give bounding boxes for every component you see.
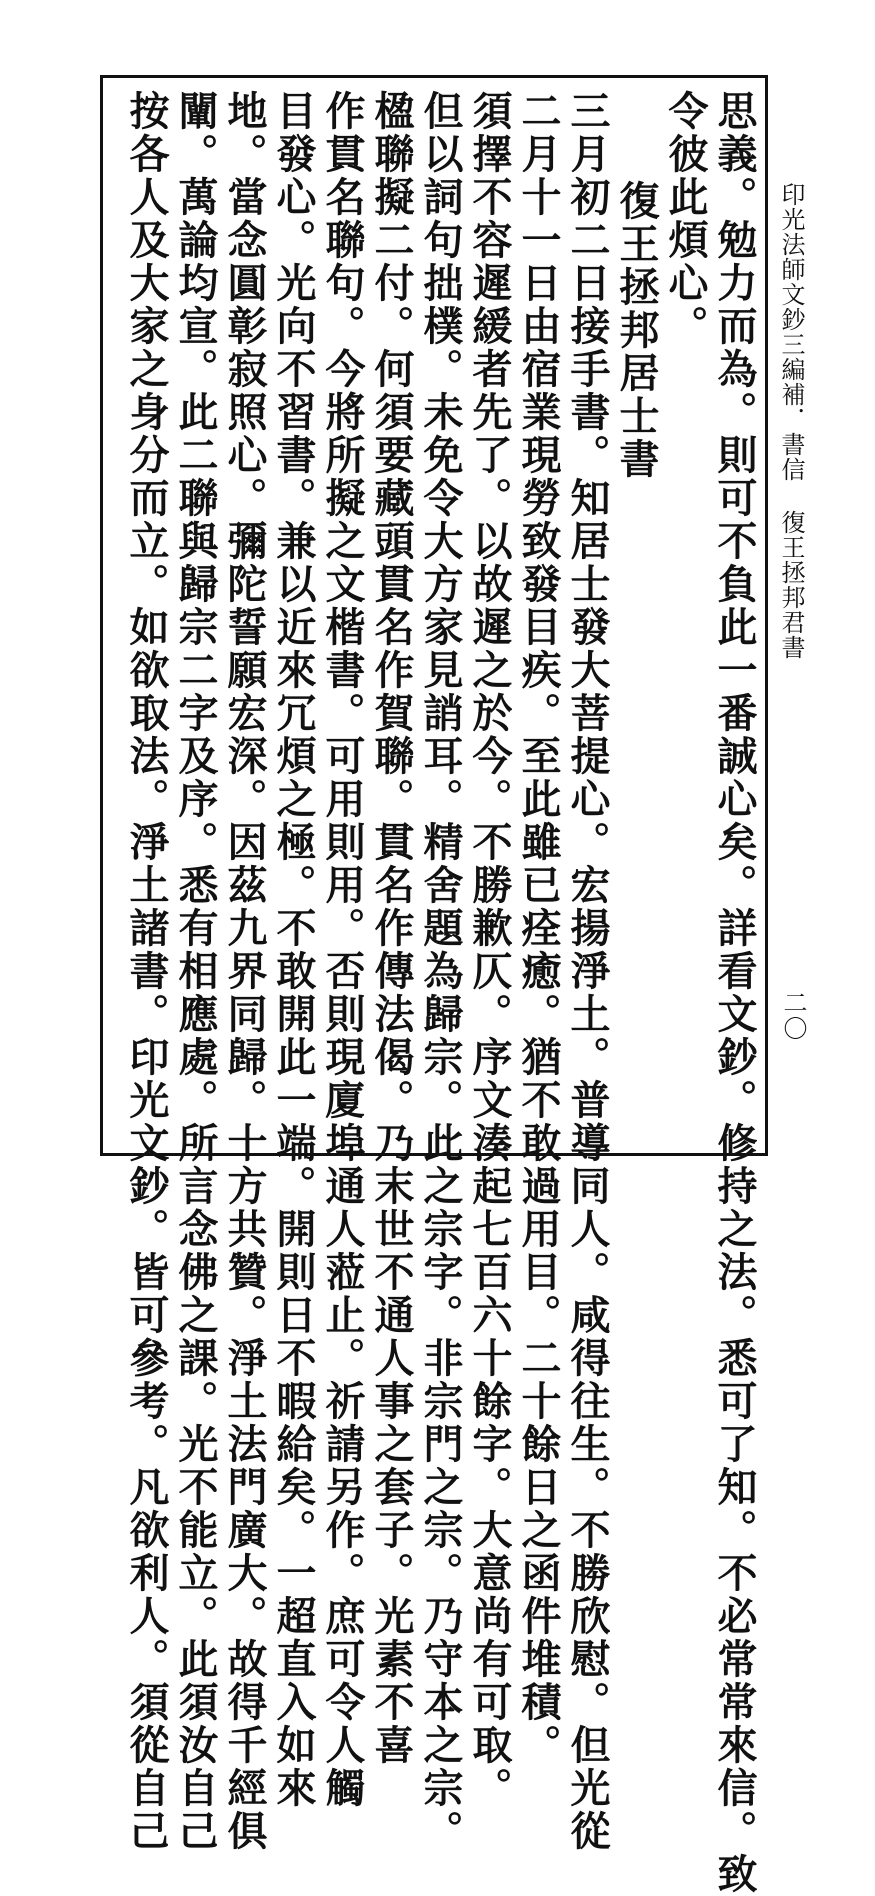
text-column-7: 但以詞句拙樸。未免令大方家見誚耳。精舍題為歸宗。此之宗字。非宗門之宗。乃守本之宗。 — [417, 90, 464, 1853]
text-column-10: 目發心。光向不習書。兼以近來冗煩之極。不敢開此一端。開則日不暇給矣。一超直入如來 — [270, 90, 317, 1810]
running-header — [774, 182, 808, 660]
text-column-13: 按各人及大家之身分而立。如欲取法。淨土諸書。印光文鈔。皆可參考。凡欲利人。須從自己 — [123, 90, 170, 1853]
text-column-8: 楹聯擬二付。何須要藏頭貫名作賀聯。貫名作傳法偈。乃末世不通人事之套子。光素不喜 — [368, 90, 415, 1767]
text-column-6: 須擇不容遲緩者先了。以故遲之於今。不勝歉仄。序文湊起七百六十餘字。大意尚有可取。 — [466, 90, 513, 1810]
text-column-11: 地。當念圓彰寂照心。彌陀誓願宏深。因茲九界同歸。十方共贊。淨土法門廣大。故得千經俱 — [221, 90, 268, 1853]
running-header-section: 復王拯邦君書 — [777, 510, 805, 660]
text-column-5: 二月十一日由宿業現勞致發目疾。至此雖已痊癒。猶不敢過用目。二十餘日之函件堆積。 — [515, 90, 562, 1767]
text-column-2: 令彼此煩心。 — [662, 90, 709, 348]
text-column-1: 思義。勉力而為。則可不負此一番誠心矣。詳看文鈔。修持之法。悉可了知。不必常常來信。致 — [711, 90, 758, 1896]
page-number: 二〇 — [779, 990, 807, 1042]
text-column-12: 闡。萬論均宣。此二聯與歸宗二字及序。悉有相應處。所言念佛之課。光不能立。此須汝自己 — [172, 90, 219, 1853]
text-column-9: 作貫名聯句。今將所擬之文楷書。可用則用。否則現廈埠通人蒞止。祈請另作。庶可令人觸 — [319, 90, 366, 1810]
text-column-4: 三月初二日接手書。知居士發大菩提心。宏揚淨土。普導同人。咸得往生。不勝欣慰。但光從 — [564, 90, 611, 1853]
running-header-book: 印光法師文鈔三編補．書信 — [777, 182, 805, 482]
letter-title: 復王拯邦居士書 — [613, 180, 660, 481]
